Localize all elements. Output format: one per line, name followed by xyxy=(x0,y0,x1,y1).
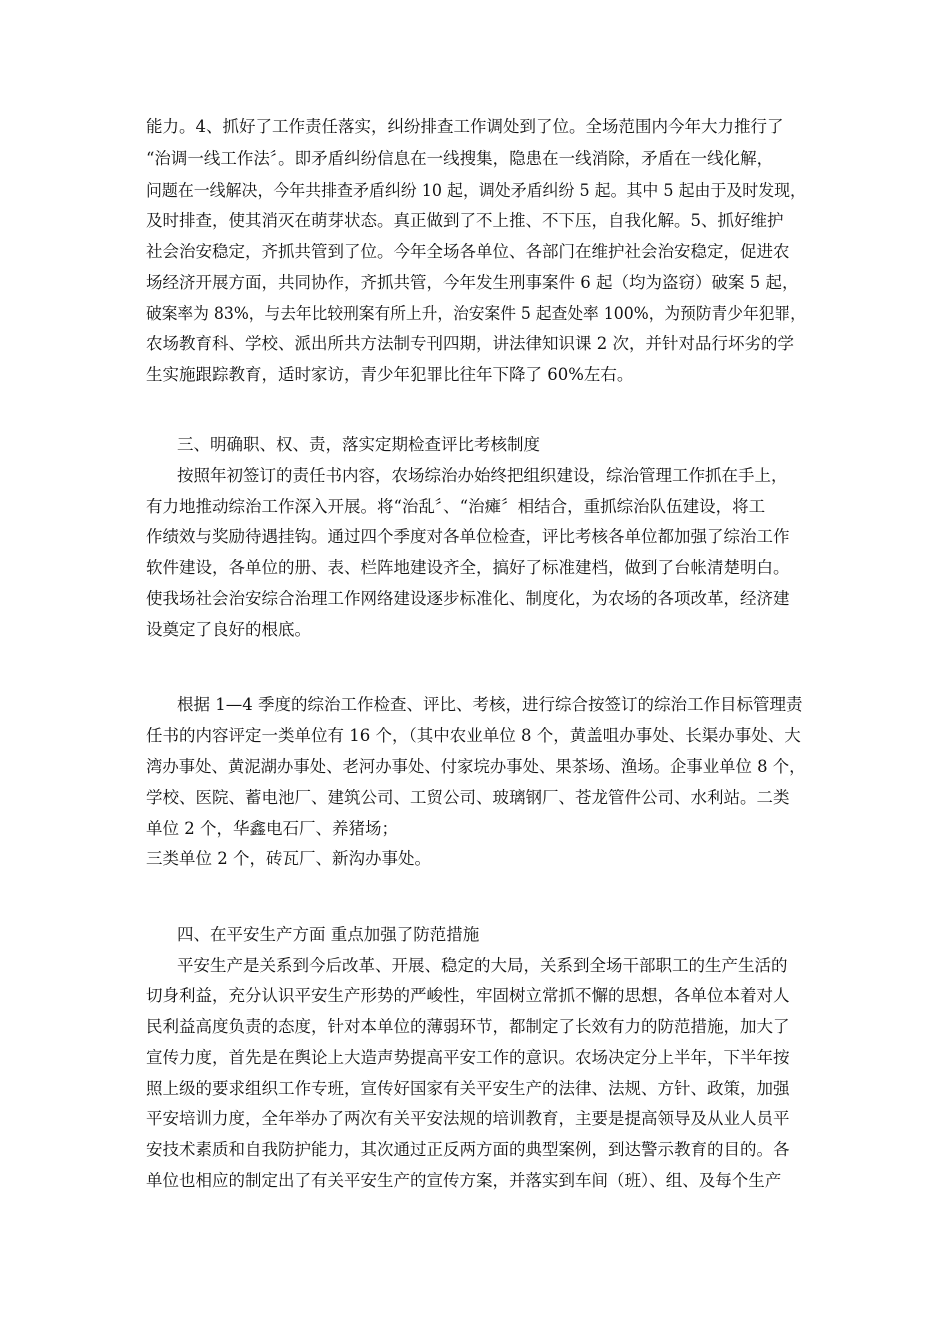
paragraph-line: 平安生产是关系到今后改革、开展、稳定的大局，关系到全场干部职工的生产生活的 xyxy=(177,956,788,975)
paragraph-line: 及时排查，使其消灭在萌芽状态。真正做到了不上推、不下压，自我化解。5、抓好维护 xyxy=(146,211,784,230)
paragraph-line: 平安培训力度，全年举办了两次有关平安法规的培训教育，主要是提高领导及从业人员平 xyxy=(146,1109,790,1128)
paragraph-line: 单位也相应的制定出了有关平安生产的宣传方案，并落实到车间（班）、组、及每个生产 xyxy=(146,1171,782,1190)
paragraph-line: 安技术素质和自我防护能力，其次通过正反两方面的典型案例，到达警示教育的目的。各 xyxy=(146,1140,790,1159)
paragraph-line: “治调一线工作法〞。即矛盾纠纷信息在一线搜集，隐患在一线消除，矛盾在一线化解， xyxy=(146,149,774,168)
paragraph-line: 生实施跟踪教育，适时家访，青少年犯罪比往年下降了 60%左右。 xyxy=(146,365,634,384)
paragraph-line: 任书的内容评定一类单位有 16 个，（其中农业单位 8 个，黄盖咀办事处、长渠办事处、大 xyxy=(146,726,801,745)
paragraph-line: 问题在一线解决，今年共排查矛盾纠纷 10 起，调处矛盾纠纷 5 起。其中 5 起由于及时发现， xyxy=(146,181,806,200)
paragraph-line: 软件建设，各单位的册、表、栏阵地建设齐全，搞好了标准建档，做到了台帐清楚明白。 xyxy=(146,558,790,577)
paragraph-line: 三类单位 2 个，砖瓦厂、新沟办事处。 xyxy=(146,849,431,868)
paragraph-line: 有力地推动综治工作深入开展。将“治乱〞、“治瘫〞相结合，重抓综治队伍建设，将工 xyxy=(146,497,766,516)
paragraph-line: 设奠定了良好的根底。 xyxy=(146,620,311,639)
paragraph-line: 学校、医院、蓄电池厂、建筑公司、工贸公司、玻璃钢厂、苍龙管件公司、水利站。二类 xyxy=(146,788,790,807)
paragraph-line: 使我场社会治安综合治理工作网络建设逐步标准化、制度化，为农场的各项改革，经济建 xyxy=(146,589,790,608)
paragraph-line: 能力。4、抓好了工作责任落实，纠纷排查工作调处到了位。全场范围内今年大力推行了 xyxy=(146,117,784,136)
paragraph-line: 场经济开展方面，共同协作，齐抓共管，今年发生刑事案件 6 起（均为盗窃）破案 5 起， xyxy=(146,273,799,292)
paragraph-line: 破案率为 83%，与去年比较刑案有所上升，治安案件 5 起查处率 100%，为预防青少年犯罪， xyxy=(146,304,806,323)
section-heading: 四、在平安生产方面 重点加强了防范措施 xyxy=(177,925,480,944)
paragraph-line: 宣传力度，首先是在舆论上大造声势提高平安工作的意识。农场决定分上半年，下半年按 xyxy=(146,1048,790,1067)
paragraph-line: 民利益高度负责的态度，针对本单位的薄弱环节，都制定了长效有力的防范措施，加大了 xyxy=(146,1017,790,1036)
paragraph-line: 按照年初签订的责任书内容，农场综治办始终把组织建设，综治管理工作抓在手上， xyxy=(177,466,788,485)
paragraph-line: 农场教育科、学校、派出所共方法制专刊四期，讲法律知识课 2 次，并针对品行坏劣的学 xyxy=(146,334,794,353)
paragraph-line: 社会治安稳定，齐抓共管到了位。今年全场各单位、各部门在维护社会治安稳定，促进农 xyxy=(146,242,790,261)
paragraph-line: 照上级的要求组织工作专班，宣传好国家有关平安生产的法律、法规、方针、政策，加强 xyxy=(146,1079,790,1098)
paragraph-line: 作绩效与奖励待遇挂钩。通过四个季度对各单位检查，评比考核各单位都加强了综治工作 xyxy=(146,527,790,546)
section-heading: 三、明确职、权、责，落实定期检查评比考核制度 xyxy=(177,435,540,454)
paragraph-line: 切身利益，充分认识平安生产形势的严峻性，牢固树立常抓不懈的思想，各单位本着对人 xyxy=(146,986,790,1005)
paragraph-line: 单位 2 个，华鑫电石厂、养猪场； xyxy=(146,819,398,838)
paragraph-line: 湾办事处、黄泥湖办事处、老河办事处、付家垸办事处、果茶场、渔场。企事业单位 8 个， xyxy=(146,757,806,776)
paragraph-line: 根据 1—4 季度的综治工作检查、评比、考核，进行综合按签订的综治工作目标管理责 xyxy=(177,695,803,714)
